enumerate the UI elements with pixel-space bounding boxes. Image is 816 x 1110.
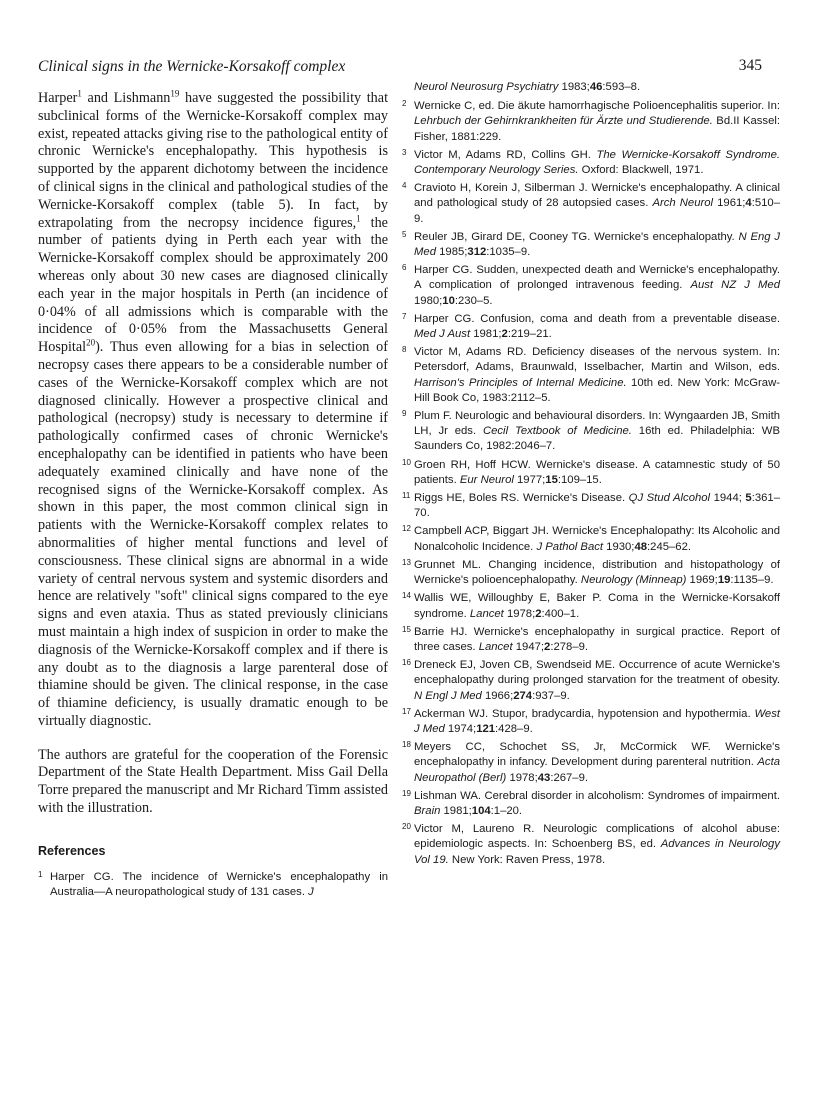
reference-text: Plum F. Neurologic and behavioural disorders. In: Wyngaarden JB, Smith LH, Jr eds. Cecil Textbook of Medicine. 16th ed. Philadelphia: WB Saunders Co, 1982:2046–7. — [414, 410, 780, 453]
reference-item — [402, 707, 780, 737]
reference-text: Harper CG. Confusion, coma and death from a preventable disease. Med J Aust 1981;2:219–21. — [414, 312, 780, 341]
right-column — [402, 80, 780, 871]
reference-item — [402, 148, 780, 178]
reference-item — [402, 591, 780, 621]
reference-item — [402, 99, 780, 145]
reference-number: 18 — [402, 740, 411, 750]
reference-item — [402, 263, 780, 309]
reference-item — [402, 491, 780, 521]
references-list-right — [402, 99, 780, 868]
reference-number: 6 — [402, 263, 407, 273]
reference-text: Wernicke C, ed. Die äkute hamorrhagische Polioencephalitis superior. In: Lehrbuch der Gehirnkrankheiten für Ärzte und Studierende. Bd.II Kassel: Fisher, 1881:229. — [414, 100, 780, 143]
reference-text: Grunnet ML. Changing incidence, distribution and histopathology of Wernicke's polioencephalopathy. Neurology (Minneap) 1969;19:1135–9. — [414, 558, 780, 587]
reference-number: 12 — [402, 524, 411, 534]
reference-text: Victor M, Adams RD, Collins GH. The Wernicke-Korsakoff Syndrome. Contemporary Neurology Series. Oxford: Blackwell, 1971. — [414, 148, 781, 177]
running-header-title: Clinical signs in the Wernicke-Korsakoff complex — [38, 58, 346, 75]
reference-text: Harper CG. Sudden, unexpected death and Wernicke's encephalopathy. A complication of prolonged intravenous feeding. Aust NZ J Med 1980;10:230–5. — [414, 264, 780, 307]
reference-text: Barrie HJ. Wernicke's encephalopathy in surgical practice. Report of three cases. Lancet 1947;2:278–9. — [414, 625, 780, 653]
reference-text: Victor M, Adams RD. Deficiency diseases of the nervous system. In: Petersdorf, Adams, Braunwald, Isselbacher, Martin and Wilson, eds. Harrison's Principles of Internal Medicine. 10th ed. New York: McGraw-Hill Book Co, 1983:2112–5. — [414, 346, 780, 404]
reference-item — [402, 789, 780, 819]
acknowledgement-paragraph: The authors are grateful for the cooperation of the Forensic Department of the State Health Department. Miss Gail Della Torre prepared the manuscript and Mr Richard Timm assisted with the illustration. — [38, 746, 388, 817]
reference-item — [402, 524, 780, 554]
reference-number: 4 — [402, 181, 407, 191]
reference-number: 11 — [402, 491, 411, 501]
reference-text: Wallis WE, Willoughby E, Baker P. Coma in the Wernicke-Korsakoff syndrome. Lancet 1978;2:400–1. — [414, 592, 780, 620]
references-heading: References — [38, 843, 106, 858]
reference-number: 8 — [402, 345, 407, 355]
reference-number: 7 — [402, 311, 407, 321]
reference-item — [402, 345, 780, 406]
reference-item — [402, 312, 780, 342]
reference-text: Reuler JB, Girard DE, Cooney TG. Wernicke's encephalopathy. N Eng J Med 1985;312:1035–9. — [414, 230, 780, 259]
reference-number: 14 — [402, 591, 411, 601]
reference-number: 10 — [402, 457, 411, 467]
reference-number: 9 — [402, 409, 407, 419]
reference-text: Dreneck EJ, Joven CB, Swendseid ME. Occurrence of acute Wernicke's encephalopathy during prolonged starvation for the treatment of obesity. N Engl J Med 1966;274:937–9. — [414, 659, 780, 702]
reference-number: 2 — [402, 99, 407, 109]
reference-text: Harper CG. The incidence of Wernicke's encephalopathy in Australia—A neuropathological study of 131 cases. J — [50, 870, 388, 899]
reference-number: 19 — [402, 788, 411, 798]
reference-text: Meyers CC, Schochet SS, Jr, McCormick WF. Wernicke's encephalopathy in infancy. Development during parenteral nutrition. Acta Neuropathol (Berl) 1978;43:267–9. — [414, 741, 780, 784]
reference-number: 5 — [402, 229, 407, 239]
reference-number: 3 — [402, 147, 407, 157]
references-list-left — [38, 870, 388, 900]
reference-text: Ackerman WJ. Stupor, bradycardia, hypotension and hypothermia. West J Med 1974;121:428–9. — [414, 707, 780, 735]
reference-text: Campbell ACP, Biggart JH. Wernicke's Encephalopathy: Its Alcoholic and Nonalcoholic Incidence. J Pathol Bact 1930;48:245–62. — [414, 525, 780, 553]
reference-continuation: Neurol Neurosurg Psychiatry 1983;46:593–8. — [414, 81, 641, 93]
reference-number: 1 — [38, 869, 43, 879]
page-number: 345 — [738, 57, 762, 74]
reference-item — [402, 558, 780, 588]
reference-text: Lishman WA. Cerebral disorder in alcoholism: Syndromes of impairment. Brain 1981;104:1–20. — [414, 789, 780, 817]
reference-text: Cravioto H, Korein J, Silberman J. Wernicke's encephalopathy. A clinical and pathological study of 28 autopsied cases. Arch Neurol 1961;4:510–9. — [414, 182, 780, 225]
reference-text: Groen RH, Hoff HCW. Wernicke's disease. A catamnestic study of 50 patients. Eur Neurol 1977;15:109–15. — [414, 458, 780, 486]
reference-number: 15 — [402, 624, 411, 634]
reference-item — [402, 658, 780, 704]
reference-number: 13 — [402, 557, 411, 567]
left-column — [38, 90, 388, 903]
reference-item — [402, 822, 780, 868]
reference-item — [38, 870, 388, 900]
reference-number: 17 — [402, 706, 411, 716]
discussion-paragraph: Harper$^1$ and Lishmann$^{19}$ have suggested the possibility that subclinical forms of the Wernicke-Korsakoff complex may exist, repeated attacks giving rise to the pathological entity of chronic Wernicke's encephalopathy. This hypothesis is supported by the apparent dichotomy between the incidence of clinical signs in the clinical and pathological studies of the Wernicke-Korsakoff complex (table 5). In fact, by extrapolating from the necropsy incidence figures,$^1$ the number of patients dying in Perth each year with the Wernicke-Korsakoff complex should be approximately 200 whereas only about 30 new cases are diagnosed clinically each year in the major hospitals in Perth (an incidence of 0·04% of all admissions which is comparable with the incidence of 0·05% from the Massachusetts General Hospital$^{20}$). Thus even allowing for a bias in selection of necropsy cases there appears to be a considerable number of cases of the Wernicke-Korsakoff complex which are not diagnosed clinically. However a prospective clinical and pathological (necropsy) study is necessary to determine if pathologically confirmed cases of chronic Wernicke's encephalopathy can be identified in patients who have been adequately examined clinically and have none of the recognised signs of the Wernicke-Korsakoff complex. As shown in this paper, the most common clinical sign in patients with the Wernicke-Korsakoff complex relates to abnormalities of higher mental functions and level of consciousness. These clinical signs are abnormal in a wide variety of central nervous system and systemic disorders and hence are relatively "soft" clinical signs compared to the eye signs and even ataxia. Thus as stated previously clinicians must maintain a high index of suspicion in order to make the diagnosis of the Wernicke-Korsakoff complex and if there is any doubt as to the diagnosis a large parenteral dose of thiamine should be given. The clinical response, in the case of thiamine deficiency, is usually dramatic enough to be virtually diagnostic. — [38, 88, 389, 729]
reference-item — [402, 409, 780, 455]
reference-item — [402, 181, 780, 227]
reference-number: 16 — [402, 658, 411, 668]
reference-item — [402, 230, 780, 260]
reference-item — [402, 458, 780, 488]
reference-item — [402, 625, 780, 655]
reference-text: Riggs HE, Boles RS. Wernicke's Disease. QJ Stud Alcohol 1944; 5:361–70. — [414, 492, 780, 520]
reference-item — [402, 740, 780, 786]
reference-text: Victor M, Laureno R. Neurologic complications of alcohol abuse: epidemiologic aspects. In: Schoenberg BS, ed. Advances in Neurology Vol 19. New York: Raven Press, 1978. — [414, 823, 780, 866]
reference-number: 20 — [402, 822, 411, 832]
